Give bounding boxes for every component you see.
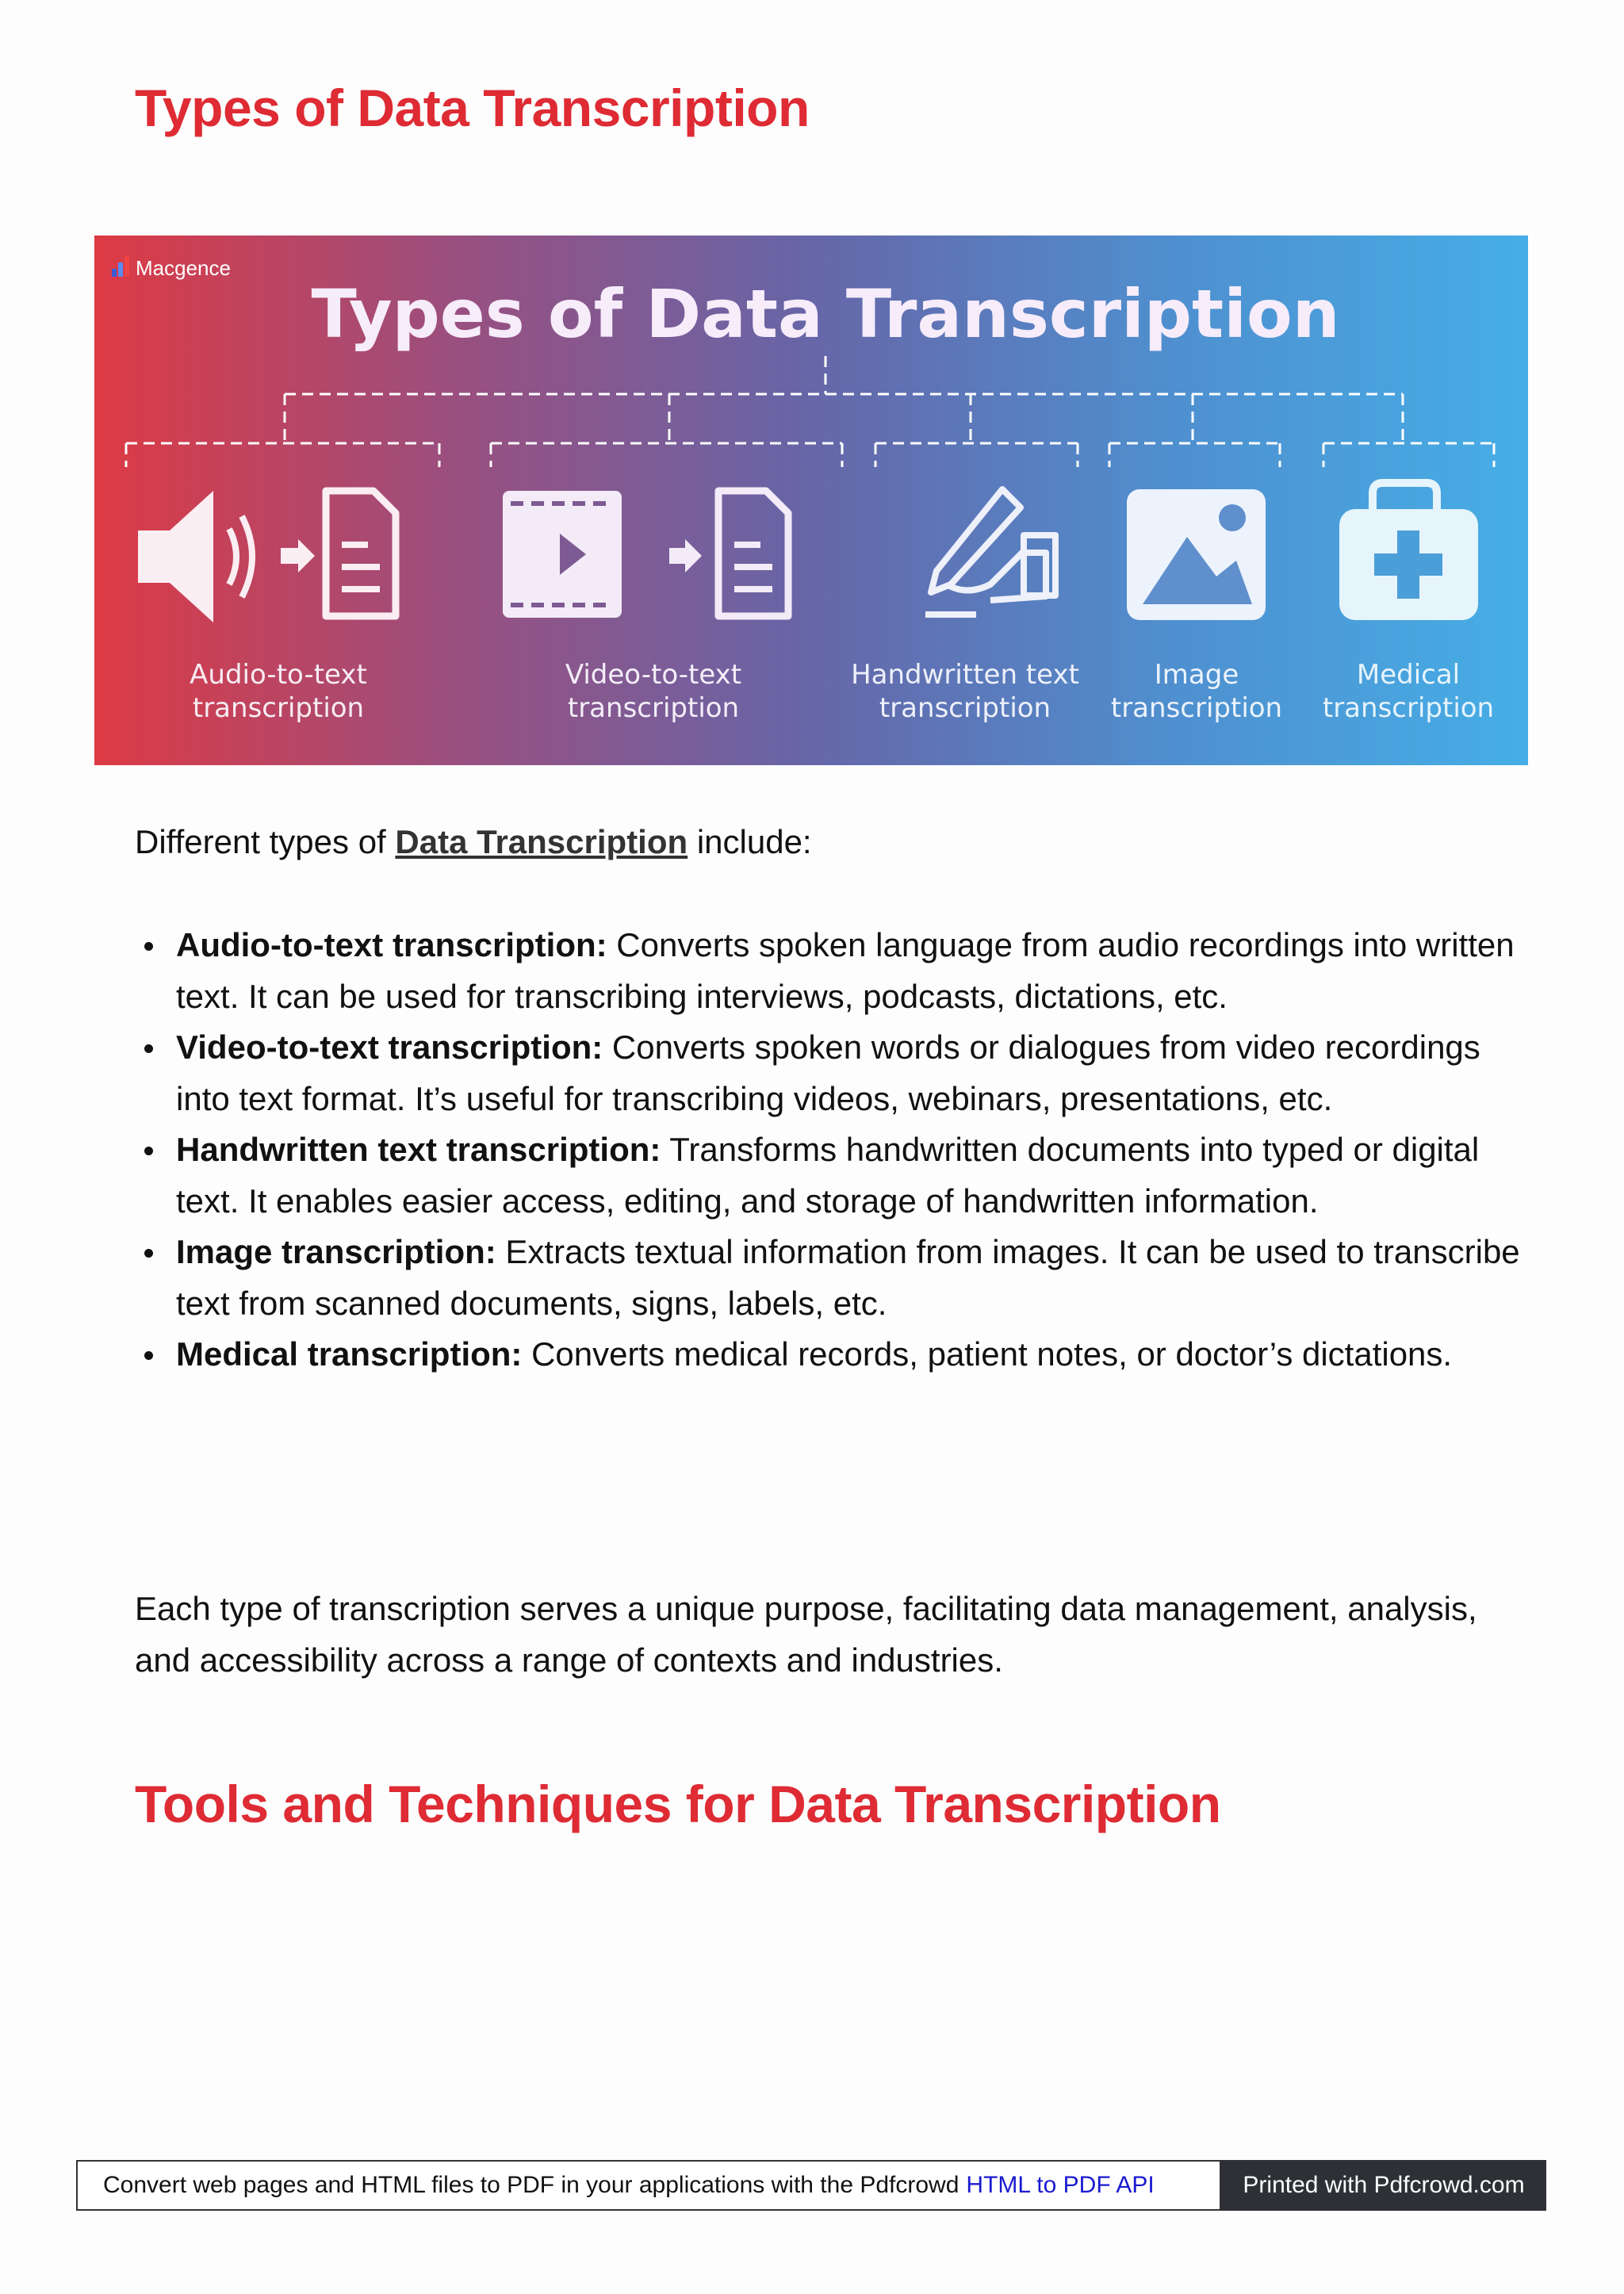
list-item (176, 1227, 1524, 1329)
data-transcription-link[interactable]: Data Transcription (395, 823, 688, 860)
section-heading-tools: Tools and Techniques for Data Transcription (135, 1775, 1221, 1833)
banner-label-video-line1: Video-to-text (565, 659, 742, 691)
banner-label-medical-line1: Medical (1356, 659, 1461, 691)
macgence-logo (112, 256, 231, 280)
list-item-term: Video-to-text transcription: (176, 1028, 603, 1066)
transcription-types-list (135, 920, 1524, 1381)
list-item-desc: Converts medical records, patient notes, or doctor’s dictations. (522, 1335, 1453, 1373)
list-item-term: Audio-to-text transcription: (176, 926, 607, 963)
summary-paragraph: Each type of transcription serves a unique purpose, facilitating data management, analysis, and accessibility across a range of contexts and industries. (135, 1590, 1477, 1679)
list-item-desc: Converts spoken words or dialogues from video recordings into text format. It’s useful for transcribing videos, webinars, presentations, etc. (176, 1028, 1480, 1117)
list-item-desc: Extracts textual information from images. It can be used to transcribe text from scanned documents, signs, labels, etc. (176, 1233, 1520, 1322)
list-item (176, 920, 1524, 1022)
banner-label-image-line1: Image (1154, 659, 1239, 691)
intro-after: include: (688, 823, 812, 860)
banner-label-handwritten-line2: transcription (879, 692, 1051, 724)
list-item (176, 1124, 1524, 1227)
banner-label-image-line2: transcription (1110, 692, 1283, 724)
list-item-desc: Converts spoken language from audio recordings into written text. It can be used for transcribing interviews, podcasts, dictations, etc. (176, 926, 1515, 1015)
audio-to-document-icon (138, 491, 396, 622)
list-item-term: Medical transcription: (176, 1335, 523, 1373)
footer-promo (76, 2160, 1221, 2211)
list-item (176, 1329, 1524, 1381)
video-to-document-icon (503, 491, 788, 618)
types-banner-image (94, 236, 1528, 765)
list-item-desc: Transforms handwritten documents into typed or digital text. It enables easier access, editing, and storage of handwritten information. (176, 1131, 1480, 1220)
list-item (176, 1022, 1524, 1124)
list-item-term: Handwritten text transcription: (176, 1131, 661, 1168)
banner-label-video-line2: transcription (567, 692, 740, 724)
image-icon (1127, 489, 1266, 620)
intro-paragraph (135, 817, 1483, 868)
intro-before: Different types of (135, 823, 396, 860)
pdfcrowd-footer (76, 2160, 1546, 2211)
logo-text: Macgence (136, 256, 231, 280)
section-heading-types: Types of Data Transcription (135, 79, 810, 137)
html-to-pdf-api-link[interactable]: HTML to PDF API (966, 2172, 1155, 2198)
banner-label-medical-line2: transcription (1322, 692, 1495, 724)
list-item-term: Image transcription: (176, 1233, 496, 1270)
tree-connectors (126, 356, 1494, 467)
banner-label-audio-line2: transcription (192, 692, 365, 724)
banner-title: Types of Data Transcription (311, 275, 1340, 353)
banner-label-audio-line1: Audio-to-text (190, 659, 367, 691)
banner-label-handwritten-line1: Handwritten text (851, 659, 1079, 691)
footer-text: Convert web pages and HTML files to PDF in your applications with the Pdfcrowd (103, 2172, 959, 2198)
pen-hand-icon (925, 489, 1055, 615)
medical-kit-icon (1339, 483, 1478, 620)
footer-printed-with[interactable]: Printed with Pdfcrowd.com (1221, 2160, 1546, 2211)
